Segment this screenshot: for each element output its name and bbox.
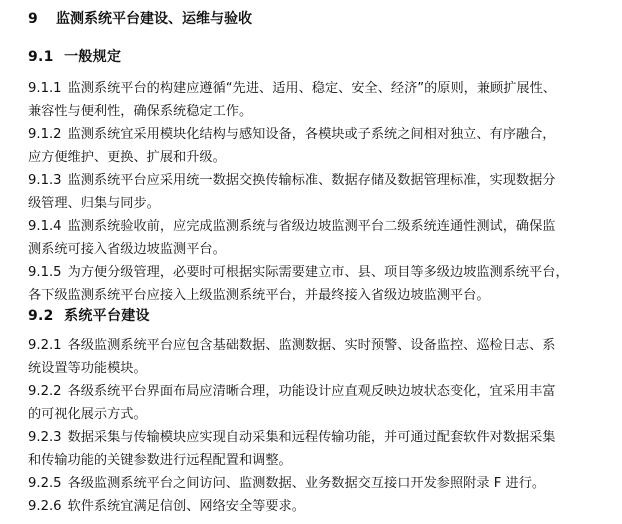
section-heading-9-2 [28,305,150,325]
section-title: 一般规定 [64,49,122,65]
clause-line: 和传输功能的关键参数进行远程配置和调整。 [28,453,292,468]
clause-text: 监测系统验收前，应完成监测系统与省级边坡监测平台二级系统连通性测试，确保监 [67,219,556,234]
clause-number: 9.2.1 [28,338,62,353]
clause-9-2-3 [28,426,600,472]
clause-line [28,334,600,357]
clause-9-2-5 [28,472,600,495]
clause-line [28,77,600,100]
clause-text: 为方便分级管理，必要时可根据实际需要建立市、县、项目等多级边坡监测系统平台， [67,265,569,280]
clause-line [28,261,600,284]
clause-line [28,123,600,146]
clause-9-1-2 [28,123,600,169]
clause-9-1-5 [28,261,600,307]
section-number: 9.2 [28,308,54,324]
clause-text: 各级监测系统平台应包含基础数据、监测数据、实时预警、设备监控、巡检日志、系 [67,338,556,353]
clause-number: 9.1.3 [28,173,62,188]
chapter-heading [28,8,252,28]
clause-text: 监测系统平台的构建应遵循“先进、适用、稳定、安全、经济”的原则，兼顾扩展性、 [67,81,556,96]
clause-line: 兼容性与便利性，确保系统稳定工作。 [28,104,253,119]
clause-line: 级管理、归集与同步。 [28,196,160,211]
clause-9-2-6 [28,495,600,518]
clause-line [28,472,600,495]
clause-line [28,215,600,238]
section-number: 9.1 [28,49,54,65]
section-heading-9-1 [28,46,121,66]
clause-text: 数据采集与传输模块应实现自动采集和远程传输功能，并可通过配套软件对数据采集 [67,430,556,445]
clause-line [28,495,600,518]
clause-line: 各下级监测系统平台应接入上级监测系统平台，并最终接入省级边坡监测平台。 [28,288,490,303]
chapter-title: 监测系统平台建设、运维与验收 [56,11,252,27]
clause-text: 软件系统宜满足信创、网络安全等要求。 [67,499,305,514]
clause-number: 9.2.2 [28,384,62,399]
section-title: 系统平台建设 [64,308,150,324]
clause-9-1-4 [28,215,600,261]
clause-line [28,380,600,403]
clause-9-2-1 [28,334,600,380]
clause-text: 各级监测系统平台之间访问、监测数据、业务数据交互接口开发参照附录 F 进行。 [67,476,546,491]
clause-line [28,426,600,449]
clause-number: 9.1.5 [28,265,62,280]
chapter-number: 9 [28,11,38,27]
clause-9-1-3 [28,169,600,215]
clause-text: 监测系统宜采用模块化结构与感知设备，各模块或子系统之间相对独立、有序融合， [67,127,556,142]
clause-number: 9.1.4 [28,219,62,234]
clause-line: 测系统可接入省级边坡监测平台。 [28,242,226,257]
clause-number: 9.1.1 [28,81,62,96]
clause-line: 的可视化展示方式。 [28,407,147,422]
clause-number: 9.2.5 [28,476,62,491]
clause-text: 监测系统平台应采用统一数据交换传输标准、数据存储及数据管理标准，实现数据分 [67,173,556,188]
clause-9-1-1 [28,77,600,123]
clause-line: 应方便维护、更换、扩展和升级。 [28,150,226,165]
clause-number: 9.2.6 [28,499,62,514]
clause-number: 9.2.3 [28,430,62,445]
clause-line: 统设置等功能模块。 [28,361,147,376]
clause-9-2-2 [28,380,600,426]
clause-text: 各级系统平台界面布局应清晰合理，功能设计应直观反映边坡状态变化，宜采用丰富 [67,384,556,399]
clause-line [28,169,600,192]
clause-number: 9.1.2 [28,127,62,142]
